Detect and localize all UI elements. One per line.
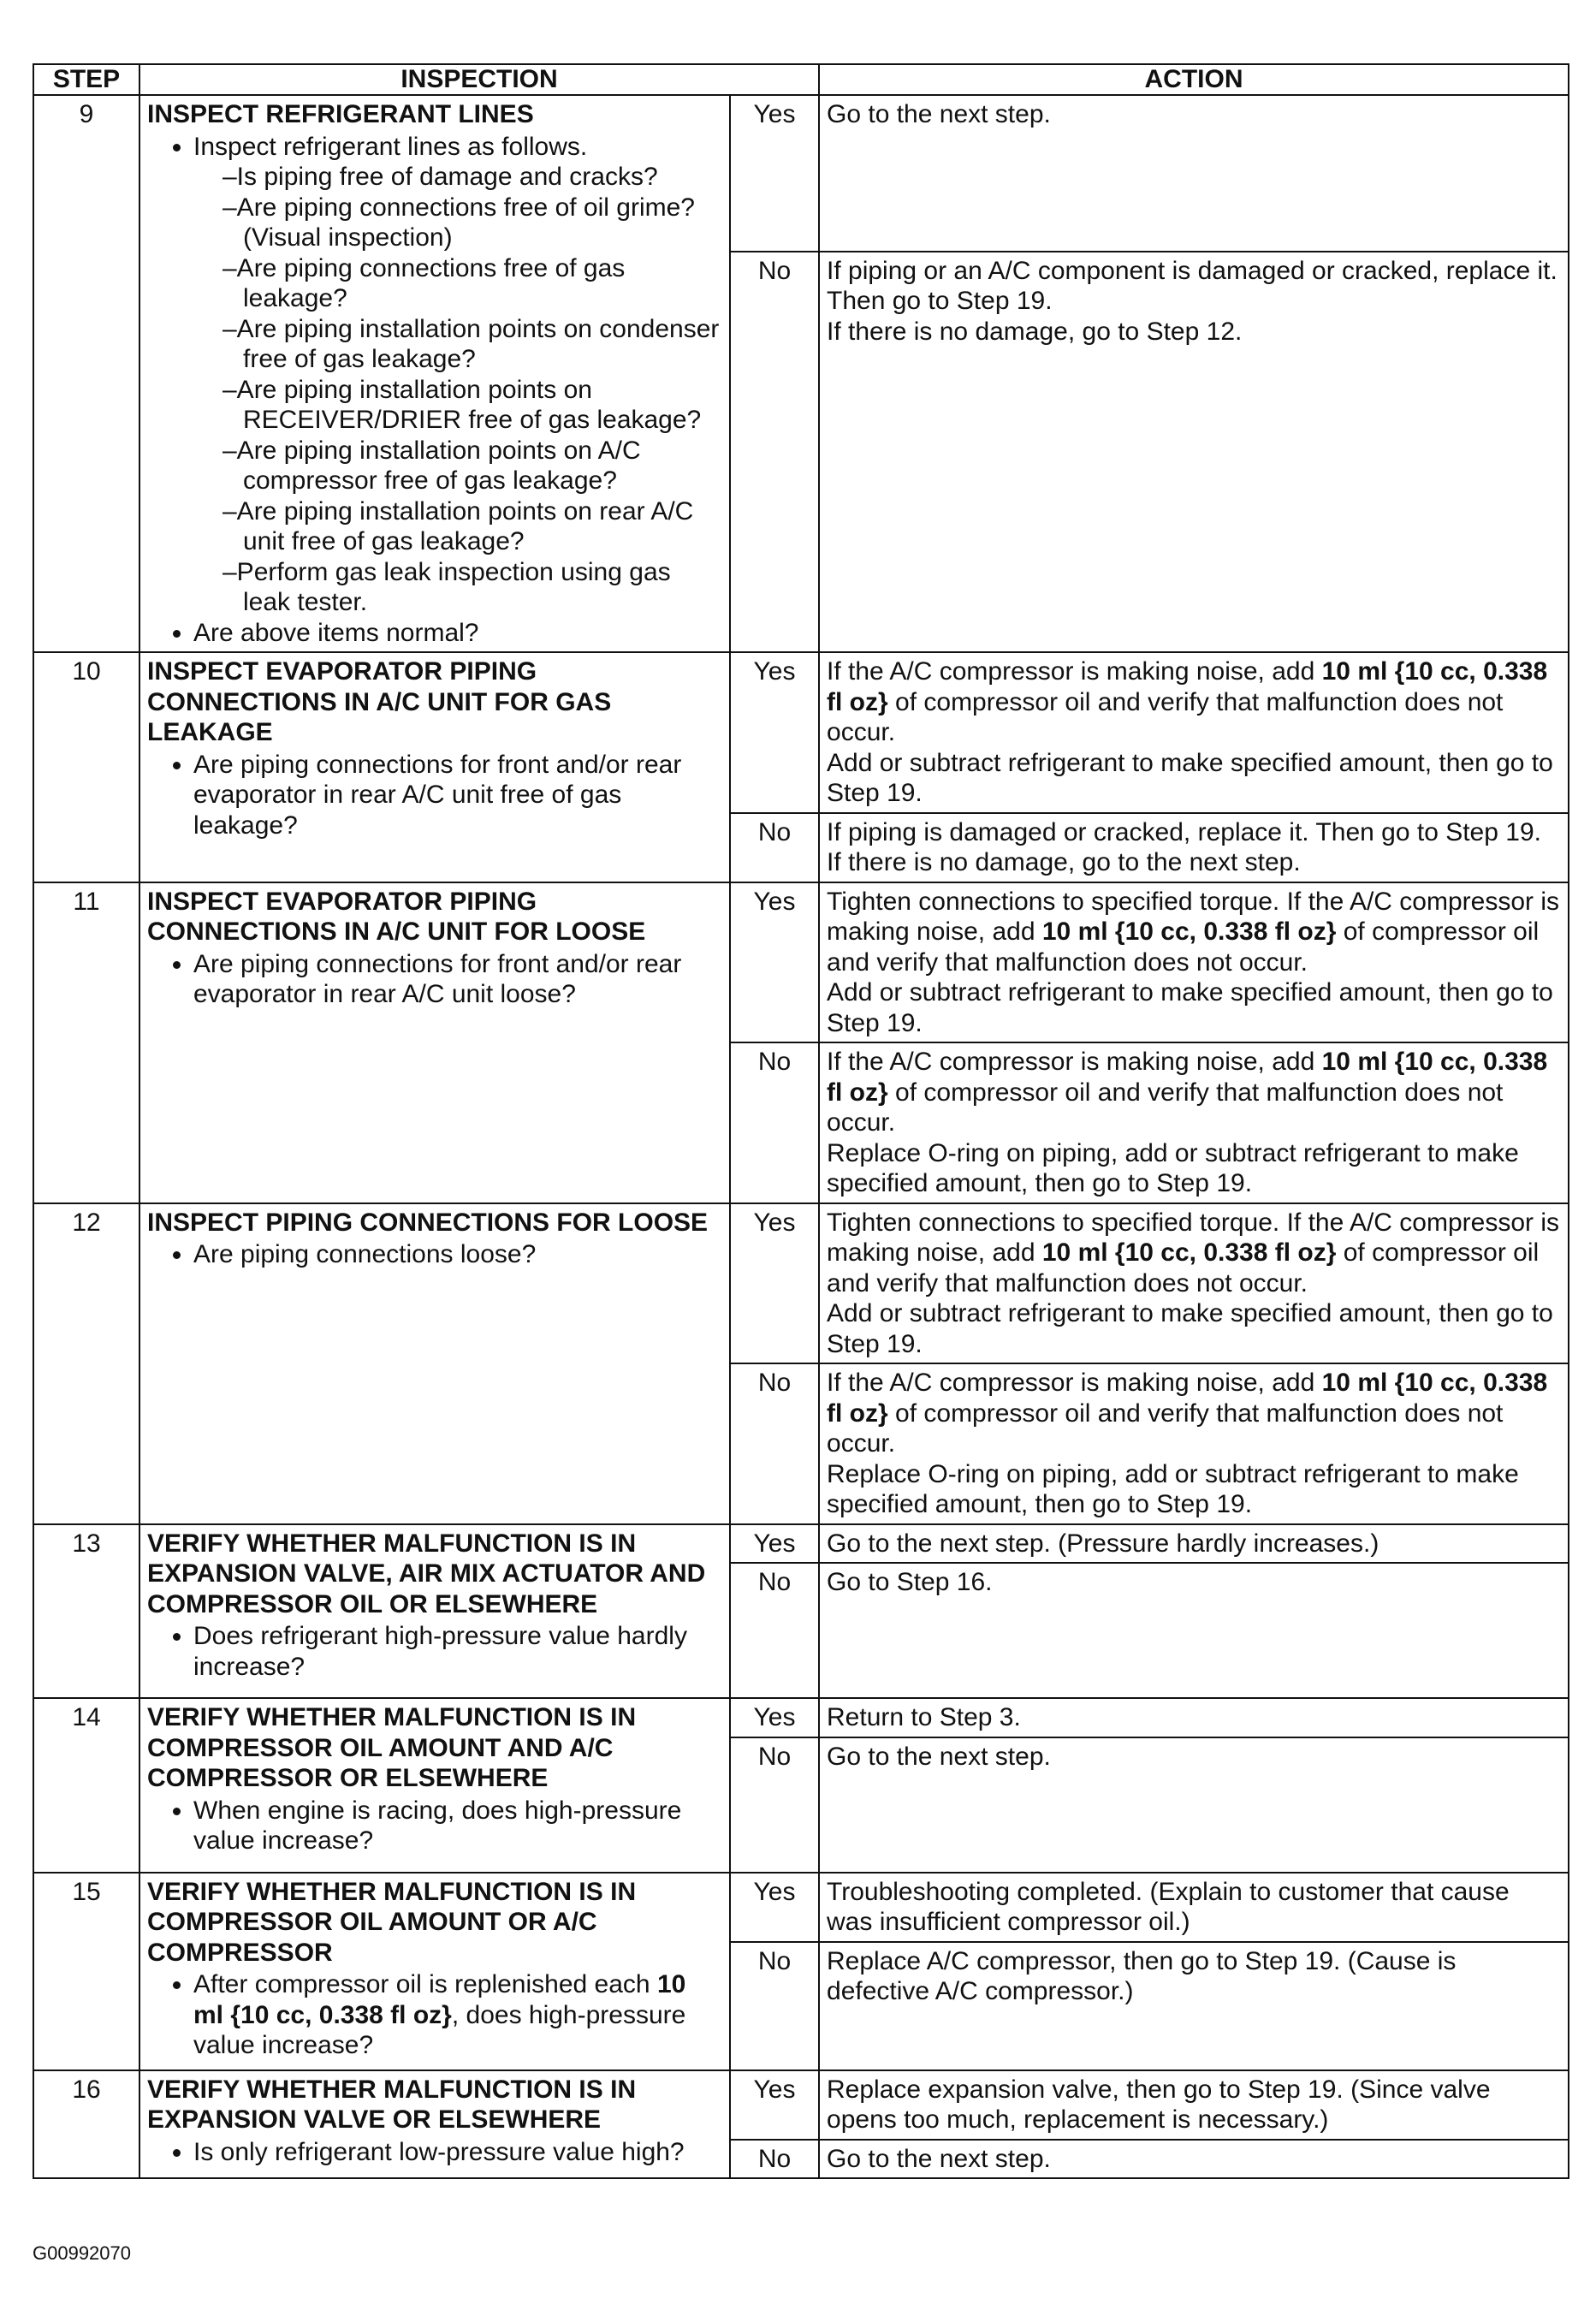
step-14-yes-row <box>33 1698 1569 1737</box>
sub-item: –Is piping free of damage and cracks? <box>222 163 658 191</box>
no-action <box>819 252 1569 652</box>
yes-action <box>819 652 1569 813</box>
header-step: STEP <box>33 64 139 95</box>
action-line: Add or subtract refrigerant to make specified amount, then go to Step 19. <box>827 1299 1553 1358</box>
no-label: No <box>730 813 819 882</box>
step-10-yes-row <box>33 652 1569 813</box>
no-label: No <box>730 2140 819 2179</box>
step-number: 12 <box>33 1203 139 1524</box>
inspection-list <box>147 1621 722 1682</box>
step-number: 15 <box>33 1873 139 2070</box>
yes-action: Go to the next step. <box>819 95 1569 252</box>
step-number: 16 <box>33 2070 139 2179</box>
step-15-inspection <box>139 1873 730 2070</box>
no-action <box>819 1042 1569 1203</box>
step-title: INSPECT REFRIGERANT LINES <box>147 100 534 128</box>
no-action: Replace A/C compressor, then go to Step 19. (Cause is defective A/C compressor.) <box>819 1942 1569 2070</box>
step-16-inspection <box>139 2070 730 2179</box>
inspection-question: • When engine is racing, does high-pressure value increase? <box>193 1796 722 1856</box>
no-label: No <box>730 1737 819 1873</box>
header-action: ACTION <box>819 64 1569 95</box>
step-title: VERIFY WHETHER MALFUNCTION IS IN EXPANSION VALVE, AIR MIX ACTUATOR AND COMPRESSOR OIL OR ELSEWHERE <box>147 1529 706 1618</box>
action-line: If the A/C compressor is making noise, add 10 ml {10 cc, 0.338 fl oz} of compressor oil and verify that malfunction does not occur. <box>827 1048 1548 1137</box>
inspection-question: • After compressor oil is replenished each 10 ml {10 cc, 0.338 fl oz}, does high-pressure value increase? <box>193 1969 722 2061</box>
inspection-item: • Inspect refrigerant lines as follows. –Is piping free of damage and cracks? –Are piping connections free of oil grime? (Visual inspection) –Are piping connections free of gas leakage? –Are piping installation points on condenser free of gas leakage? –Are piping installation points on RECEIVER/DRIER free of gas leakage? –Are piping installation points on A/C compressor free of gas leakage? –Are piping installation points on rear A/C unit free of gas leakage? –Perform gas leak inspection using gas leak tester. <box>193 132 722 618</box>
inspection-list <box>147 949 722 1010</box>
action-line: Tighten connections to specified torque. If the A/C compressor is making noise, add 10 ml {10 cc, 0.338 fl oz} of compressor oil and verify that malfunction does not occur. <box>827 1208 1560 1298</box>
step-number: 10 <box>33 652 139 882</box>
action-line: If there is no damage, go to Step 12. <box>827 317 1243 346</box>
inspection-question: • Are piping connections loose? <box>193 1239 722 1270</box>
no-action <box>819 813 1569 882</box>
step-9-yes-row <box>33 95 1569 252</box>
action-line: Add or subtract refrigerant to make specified amount, then go to Step 19. <box>827 748 1553 807</box>
step-12-yes-row <box>33 1203 1569 1364</box>
sub-item: –Are piping installation points on A/C compressor free of gas leakage? <box>222 436 641 495</box>
no-label: No <box>730 1042 819 1203</box>
yes-action: Replace expansion valve, then go to Step 19. (Since valve opens too much, replacement is necessary.) <box>819 2070 1569 2140</box>
step-title: INSPECT PIPING CONNECTIONS FOR LOOSE <box>147 1208 709 1237</box>
sub-item: –Are piping installation points on RECEIVER/DRIER free of gas leakage? <box>222 375 702 434</box>
inspection-question: • Are above items normal? <box>193 618 722 649</box>
yes-action <box>819 882 1569 1043</box>
yes-label: Yes <box>730 1203 819 1364</box>
action-line: Replace O-ring on piping, add or subtract refrigerant to make specified amount, then go to Step 19. <box>827 1138 1519 1197</box>
inspection-list <box>147 2137 722 2168</box>
inspection-question: • Are piping connections for front and/or rear evaporator in rear A/C unit loose? <box>193 949 722 1010</box>
step-11-yes-row <box>33 882 1569 1043</box>
step-number: 14 <box>33 1698 139 1873</box>
no-action: Go to the next step. <box>819 2140 1569 2179</box>
action-line: Add or subtract refrigerant to make specified amount, then go to Step 19. <box>827 978 1553 1037</box>
sub-item: –Are piping installation points on rear A/C unit free of gas leakage? <box>222 496 694 555</box>
yes-action: Return to Step 3. <box>819 1698 1569 1737</box>
inspection-list <box>147 750 722 841</box>
step-10-inspection <box>139 652 730 882</box>
yes-label: Yes <box>730 95 819 252</box>
step-title: VERIFY WHETHER MALFUNCTION IS IN COMPRESSOR OIL AMOUNT AND A/C COMPRESSOR OR ELSEWHERE <box>147 1703 637 1792</box>
yes-label: Yes <box>730 1698 819 1737</box>
no-label: No <box>730 1942 819 2070</box>
header-row <box>33 64 1569 95</box>
sub-item: –Perform gas leak inspection using gas leak tester. <box>222 557 671 616</box>
step-13-inspection <box>139 1524 730 1699</box>
action-line: If piping or an A/C component is damaged or cracked, replace it. Then go to Step 19. <box>827 256 1557 316</box>
step-number: 13 <box>33 1524 139 1699</box>
step-12-inspection <box>139 1203 730 1524</box>
step-16-yes-row <box>33 2070 1569 2140</box>
yes-label: Yes <box>730 2070 819 2140</box>
step-title: INSPECT EVAPORATOR PIPING CONNECTIONS IN A/C UNIT FOR GAS LEAKAGE <box>147 657 612 746</box>
action-line: If piping is damaged or cracked, replace it. Then go to Step 19. <box>827 817 1541 846</box>
no-label: No <box>730 1563 819 1698</box>
sub-item: –Are piping connections free of oil grime? (Visual inspection) <box>222 193 695 252</box>
step-15-yes-row <box>33 1873 1569 1942</box>
yes-action <box>819 1203 1569 1364</box>
inspection-list <box>147 132 722 649</box>
step-title: VERIFY WHETHER MALFUNCTION IS IN EXPANSION VALVE OR ELSEWHERE <box>147 2075 637 2134</box>
step-13-yes-row <box>33 1524 1569 1564</box>
step-9-inspection <box>139 95 730 652</box>
step-title: INSPECT EVAPORATOR PIPING CONNECTIONS IN A/C UNIT FOR LOOSE <box>147 887 646 946</box>
diagnostic-table <box>33 63 1569 2179</box>
step-14-inspection <box>139 1698 730 1873</box>
yes-label: Yes <box>730 1873 819 1942</box>
action-line: If the A/C compressor is making noise, add 10 ml {10 cc, 0.338 fl oz} of compressor oil and verify that malfunction does not occur. <box>827 657 1548 746</box>
yes-action: Go to the next step. (Pressure hardly increases.) <box>819 1524 1569 1564</box>
figure-code: G00992070 <box>33 2242 131 2264</box>
no-label: No <box>730 252 819 652</box>
inspection-list <box>147 1239 722 1270</box>
action-line: Tighten connections to specified torque. If the A/C compressor is making noise, add 10 ml {10 cc, 0.338 fl oz} of compressor oil and verify that malfunction does not occur. <box>827 887 1560 977</box>
step-number: 9 <box>33 95 139 652</box>
inspection-list <box>147 1796 722 1856</box>
header-inspection: INSPECTION <box>139 64 819 95</box>
no-action: Go to Step 16. <box>819 1563 1569 1698</box>
yes-label: Yes <box>730 882 819 1043</box>
inspection-question: • Does refrigerant high-pressure value hardly increase? <box>193 1621 722 1682</box>
action-line: If the A/C compressor is making noise, add 10 ml {10 cc, 0.338 fl oz} of compressor oil and verify that malfunction does not occur. <box>827 1369 1548 1458</box>
sub-item: –Are piping installation points on condenser free of gas leakage? <box>222 314 720 373</box>
inspection-question: • Are piping connections for front and/or rear evaporator in rear A/C unit free of gas leakage? <box>193 750 722 841</box>
inspection-list <box>147 1969 722 2061</box>
step-11-inspection <box>139 882 730 1203</box>
sub-item: –Are piping connections free of gas leakage? <box>222 253 626 312</box>
step-title: VERIFY WHETHER MALFUNCTION IS IN COMPRESSOR OIL AMOUNT OR A/C COMPRESSOR <box>147 1877 637 1967</box>
no-action: Go to the next step. <box>819 1737 1569 1873</box>
yes-label: Yes <box>730 1524 819 1564</box>
step-number: 11 <box>33 882 139 1203</box>
inspection-question: • Is only refrigerant low-pressure value high? <box>193 2137 722 2168</box>
action-line: Replace O-ring on piping, add or subtract refrigerant to make specified amount, then go to Step 19. <box>827 1459 1519 1518</box>
no-label: No <box>730 1363 819 1524</box>
yes-action: Troubleshooting completed. (Explain to customer that cause was insufficient compressor oil.) <box>819 1873 1569 1942</box>
yes-label: Yes <box>730 652 819 813</box>
no-action <box>819 1363 1569 1524</box>
action-line: If there is no damage, go to the next step. <box>827 848 1301 876</box>
